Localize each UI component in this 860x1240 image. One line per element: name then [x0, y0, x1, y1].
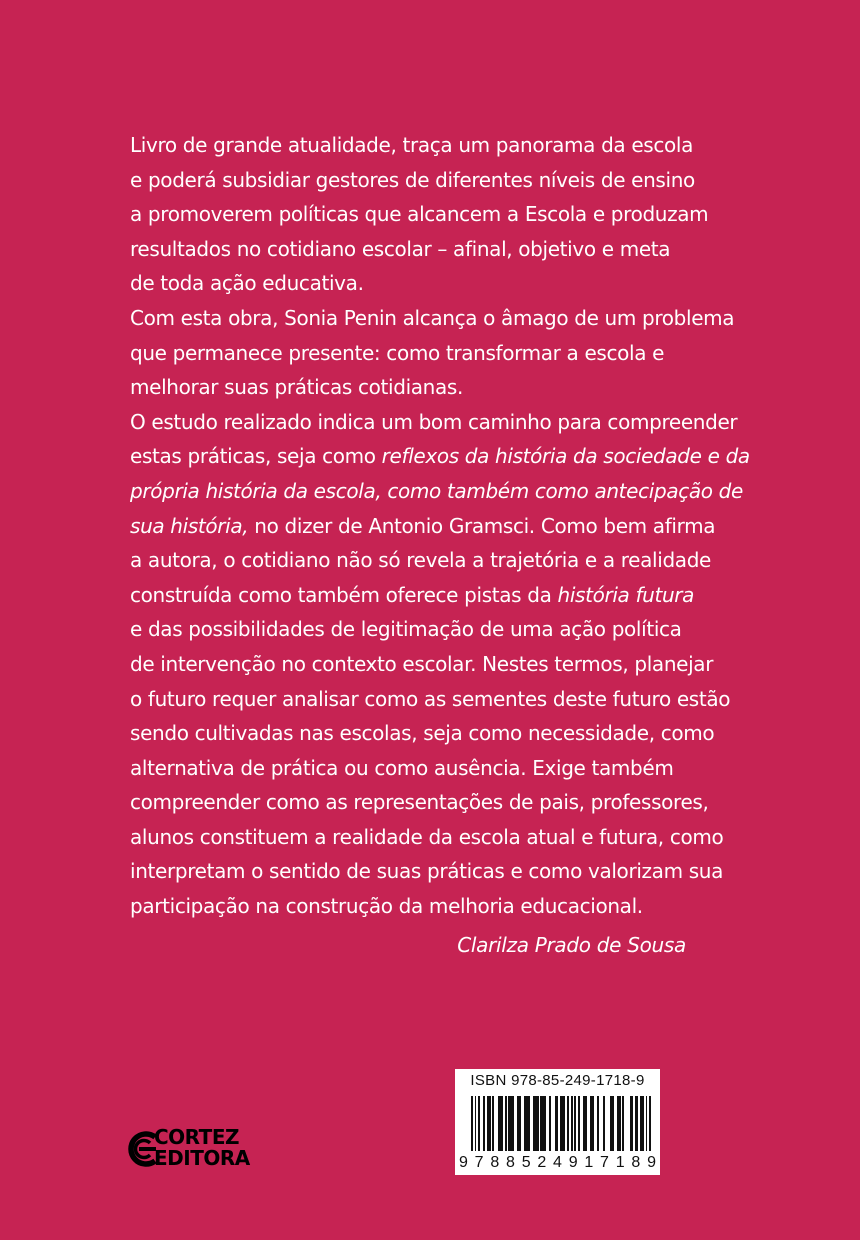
- blurb-text: no dizer de Antonio Gramsci. Como bem afirma: [248, 513, 716, 538]
- blurb-line: de toda ação educativa.: [130, 271, 364, 296]
- barcode-digit: 9: [647, 1154, 656, 1171]
- blurb-paragraph-3: [130, 405, 750, 924]
- barcode-digit: 4: [553, 1154, 562, 1171]
- quote-italic: sua história,: [130, 513, 249, 538]
- blurb-text: construída como também oferece pistas da: [130, 582, 558, 607]
- barcode-digit: 8: [631, 1154, 641, 1171]
- blurb-line: compreender como as representações de pais, professores,: [130, 790, 709, 815]
- blurb-line: Com esta obra, Sonia Penin alcança o âmago de um problema: [130, 305, 735, 330]
- blurb-line: interpretam o sentido de suas práticas e como valorizam sua: [130, 859, 724, 884]
- blurb-paragraph-2: [130, 301, 750, 405]
- barcode-digit: 2: [537, 1154, 547, 1171]
- publisher-name: [154, 1127, 250, 1169]
- blurb-line: [130, 439, 750, 474]
- back-cover-blurb: [130, 128, 750, 924]
- blurb-line: melhorar suas práticas cotidianas.: [130, 375, 463, 400]
- blurb-line: participação na construção da melhoria educacional.: [130, 894, 643, 919]
- barcode-digit: 1: [615, 1154, 625, 1171]
- blurb-line: O estudo realizado indica um bom caminho para compreender: [130, 409, 738, 434]
- publisher-line-2: EDITORA: [154, 1146, 250, 1170]
- quote-italic: história futura: [557, 582, 695, 607]
- barcode-digits: [459, 1154, 656, 1172]
- blurb-line: alunos constituem a realidade da escola atual e futura, como: [130, 824, 724, 849]
- barcode-space: [651, 1096, 653, 1151]
- barcode: [471, 1096, 653, 1151]
- blurb-paragraph-1: [130, 128, 750, 301]
- barcode-digit: 7: [474, 1154, 484, 1171]
- blurb-line: resultados no cotidiano escolar – afinal, objetivo e meta: [130, 236, 671, 261]
- barcode-digit: 7: [600, 1154, 609, 1171]
- blurb-line: o futuro requer analisar como as sementes deste futuro estão: [130, 686, 731, 711]
- blurb-author: Clarilza Prado de Sousa: [457, 933, 686, 957]
- blurb-line: e poderá subsidiar gestores de diferentes níveis de ensino: [130, 167, 695, 192]
- publisher-logo: [128, 1127, 273, 1177]
- blurb-line: que permanece presente: como transformar a escola e: [130, 340, 665, 365]
- blurb-line: alternativa de prática ou como ausência. Exige também: [130, 755, 674, 780]
- blurb-line: sendo cultivadas nas escolas, seja como necessidade, como: [130, 721, 715, 746]
- publisher-line-1: CORTEZ: [154, 1125, 239, 1149]
- blurb-text: estas práticas, seja como: [130, 444, 382, 469]
- barcode-digit: 1: [584, 1154, 594, 1171]
- barcode-digit: 5: [521, 1154, 531, 1171]
- blurb-line: e das possibilidades de legitimação de uma ação política: [130, 617, 682, 642]
- blurb-line: a promoverem políticas que alcancem a Escola e produzam: [130, 202, 709, 227]
- blurb-line: Livro de grande atualidade, traça um panorama da escola: [130, 133, 693, 157]
- quote-italic: própria história da escola, como também como antecipação de: [130, 478, 743, 503]
- blurb-line: de intervenção no contexto escolar. Nestes termos, planejar: [130, 651, 714, 676]
- barcode-digit: 9: [568, 1154, 578, 1171]
- isbn-label: ISBN 978-85-249-1718-9: [470, 1072, 645, 1089]
- blurb-line: a autora, o cotidiano não só revela a trajetória e a realidade: [130, 548, 712, 573]
- barcode-digit: 9: [459, 1154, 468, 1171]
- isbn-barcode-box: [455, 1069, 660, 1175]
- blurb-line: [130, 578, 750, 613]
- blurb-line: [130, 474, 750, 509]
- barcode-digit: 8: [490, 1154, 500, 1171]
- barcode-digit: 8: [506, 1154, 515, 1171]
- quote-italic: reflexos da história da sociedade e da: [381, 444, 750, 469]
- blurb-line: [130, 509, 750, 544]
